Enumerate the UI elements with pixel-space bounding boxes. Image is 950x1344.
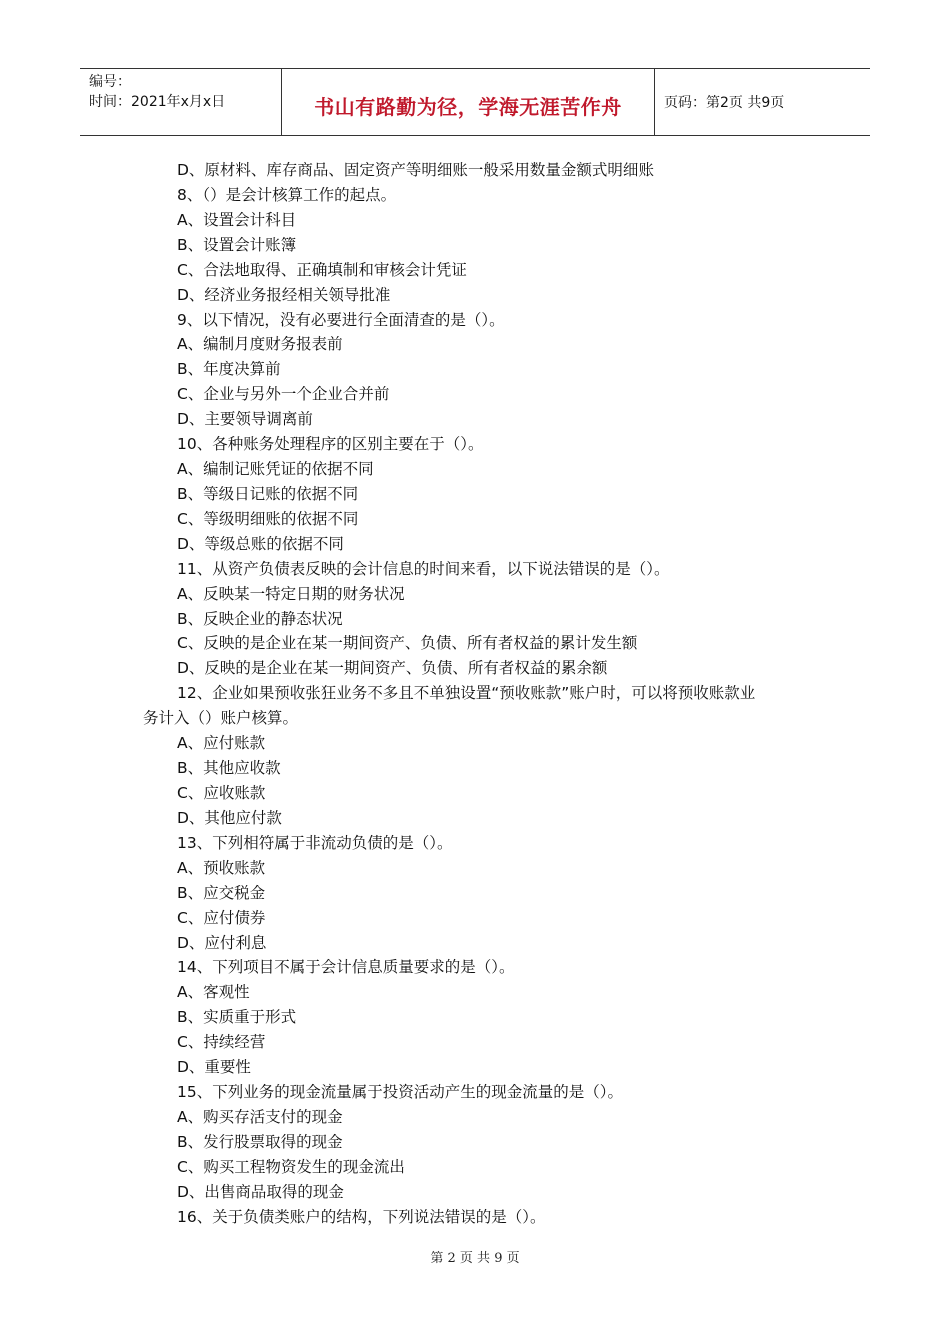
header-right-cell	[655, 69, 870, 135]
text-line: B、发行股票取得的现金	[177, 1132, 343, 1151]
text-line: D、其他应付款	[177, 808, 282, 827]
text-line: C、应收账款	[177, 784, 266, 802]
text-line: 15、下列业务的现金流量属于投资活动产生的现金流量的是（）。	[177, 1083, 623, 1102]
text-line: B、其他应收款	[177, 759, 281, 778]
text-line: A、编制月度财务报表前	[177, 335, 343, 354]
text-line: C、企业与另外一个企业合并前	[177, 385, 390, 404]
text-line: A、编制记账凭证的依据不同	[177, 460, 374, 479]
date-label: 时间：2021年x月x日	[89, 94, 226, 110]
text-line: C、持续经营	[177, 1033, 266, 1052]
text-line: D、应付利息	[177, 933, 267, 952]
page-header	[80, 68, 870, 136]
text-line: B、设置会计账簿	[177, 235, 297, 254]
text-line: D、主要领导调离前	[177, 410, 313, 429]
text-line: 14、下列项目不属于会计信息质量要求的是（）。	[177, 958, 515, 977]
text-line: D、等级总账的依据不同	[177, 534, 344, 553]
text-line: C、应付债券	[177, 908, 266, 927]
text-line: 13、下列相符属于非流动负债的是（）。	[177, 833, 453, 852]
text-line: B、等级日记账的依据不同	[177, 484, 359, 503]
text-line: 务计入（）账户核算。	[143, 709, 299, 728]
text-line: 10、各种账务处理程序的区别主要在于（）。	[177, 435, 484, 454]
header-motto-cell	[282, 69, 655, 135]
text-line: 8、（）是会计核算工作的起点。	[177, 185, 397, 204]
page-footer: 第 2 页 共 9 页	[430, 1251, 520, 1266]
text-line: A、应付账款	[177, 734, 266, 753]
text-line: B、反映企业的静态状况	[177, 609, 343, 628]
text-line: C、反映的是企业在某一期间资产、负债、所有者权益的累计发生额	[177, 634, 638, 653]
text-line: A、客观性	[177, 983, 250, 1002]
header-left-cell	[80, 69, 282, 135]
text-line: C、等级明细账的依据不同	[177, 509, 359, 528]
text-line: D、经济业务报经相关领导批准	[177, 285, 391, 304]
text-line: B、应交税金	[177, 883, 266, 902]
text-line: 16、关于负债类账户的结构，下列说法错误的是（）。	[177, 1207, 546, 1226]
text-line: 11、从资产负债表反映的会计信息的时间来看，以下说法错误的是（）。	[177, 559, 670, 578]
text-line: D、重要性	[177, 1058, 251, 1077]
text-line: A、购买存活支付的现金	[177, 1107, 343, 1126]
page-code: 页码：第2页 共9页	[664, 95, 785, 111]
text-line: D、反映的是企业在某一期间资产、负债、所有者权益的累余额	[177, 659, 608, 678]
text-line: 12、企业如果预收张狂业务不多且不单独设置“预收账款”账户时，可以将预收账款业	[177, 684, 756, 703]
text-line: D、出售商品取得的现金	[177, 1182, 344, 1201]
text-line: B、年度决算前	[177, 360, 281, 379]
text-line: D、原材料、库存商品、固定资产等明细账一般采用数量金额式明细账	[177, 161, 654, 179]
text-line: C、购买工程物资发生的现金流出	[177, 1157, 405, 1176]
text-line: C、合法地取得、正确填制和审核会计凭证	[177, 260, 467, 279]
text-line: A、预收账款	[177, 858, 266, 877]
text-line: 9、以下情况，没有必要进行全面清查的是（）。	[177, 310, 505, 329]
text-line: A、反映某一特定日期的财务状况	[177, 584, 405, 603]
text-line: B、实质重于形式	[177, 1008, 297, 1027]
text-line: A、设置会计科目	[177, 210, 297, 229]
serial-label: 编号：	[89, 74, 131, 90]
motto-text: 书山有路勤为径，学海无涯苦作舟	[314, 94, 622, 119]
